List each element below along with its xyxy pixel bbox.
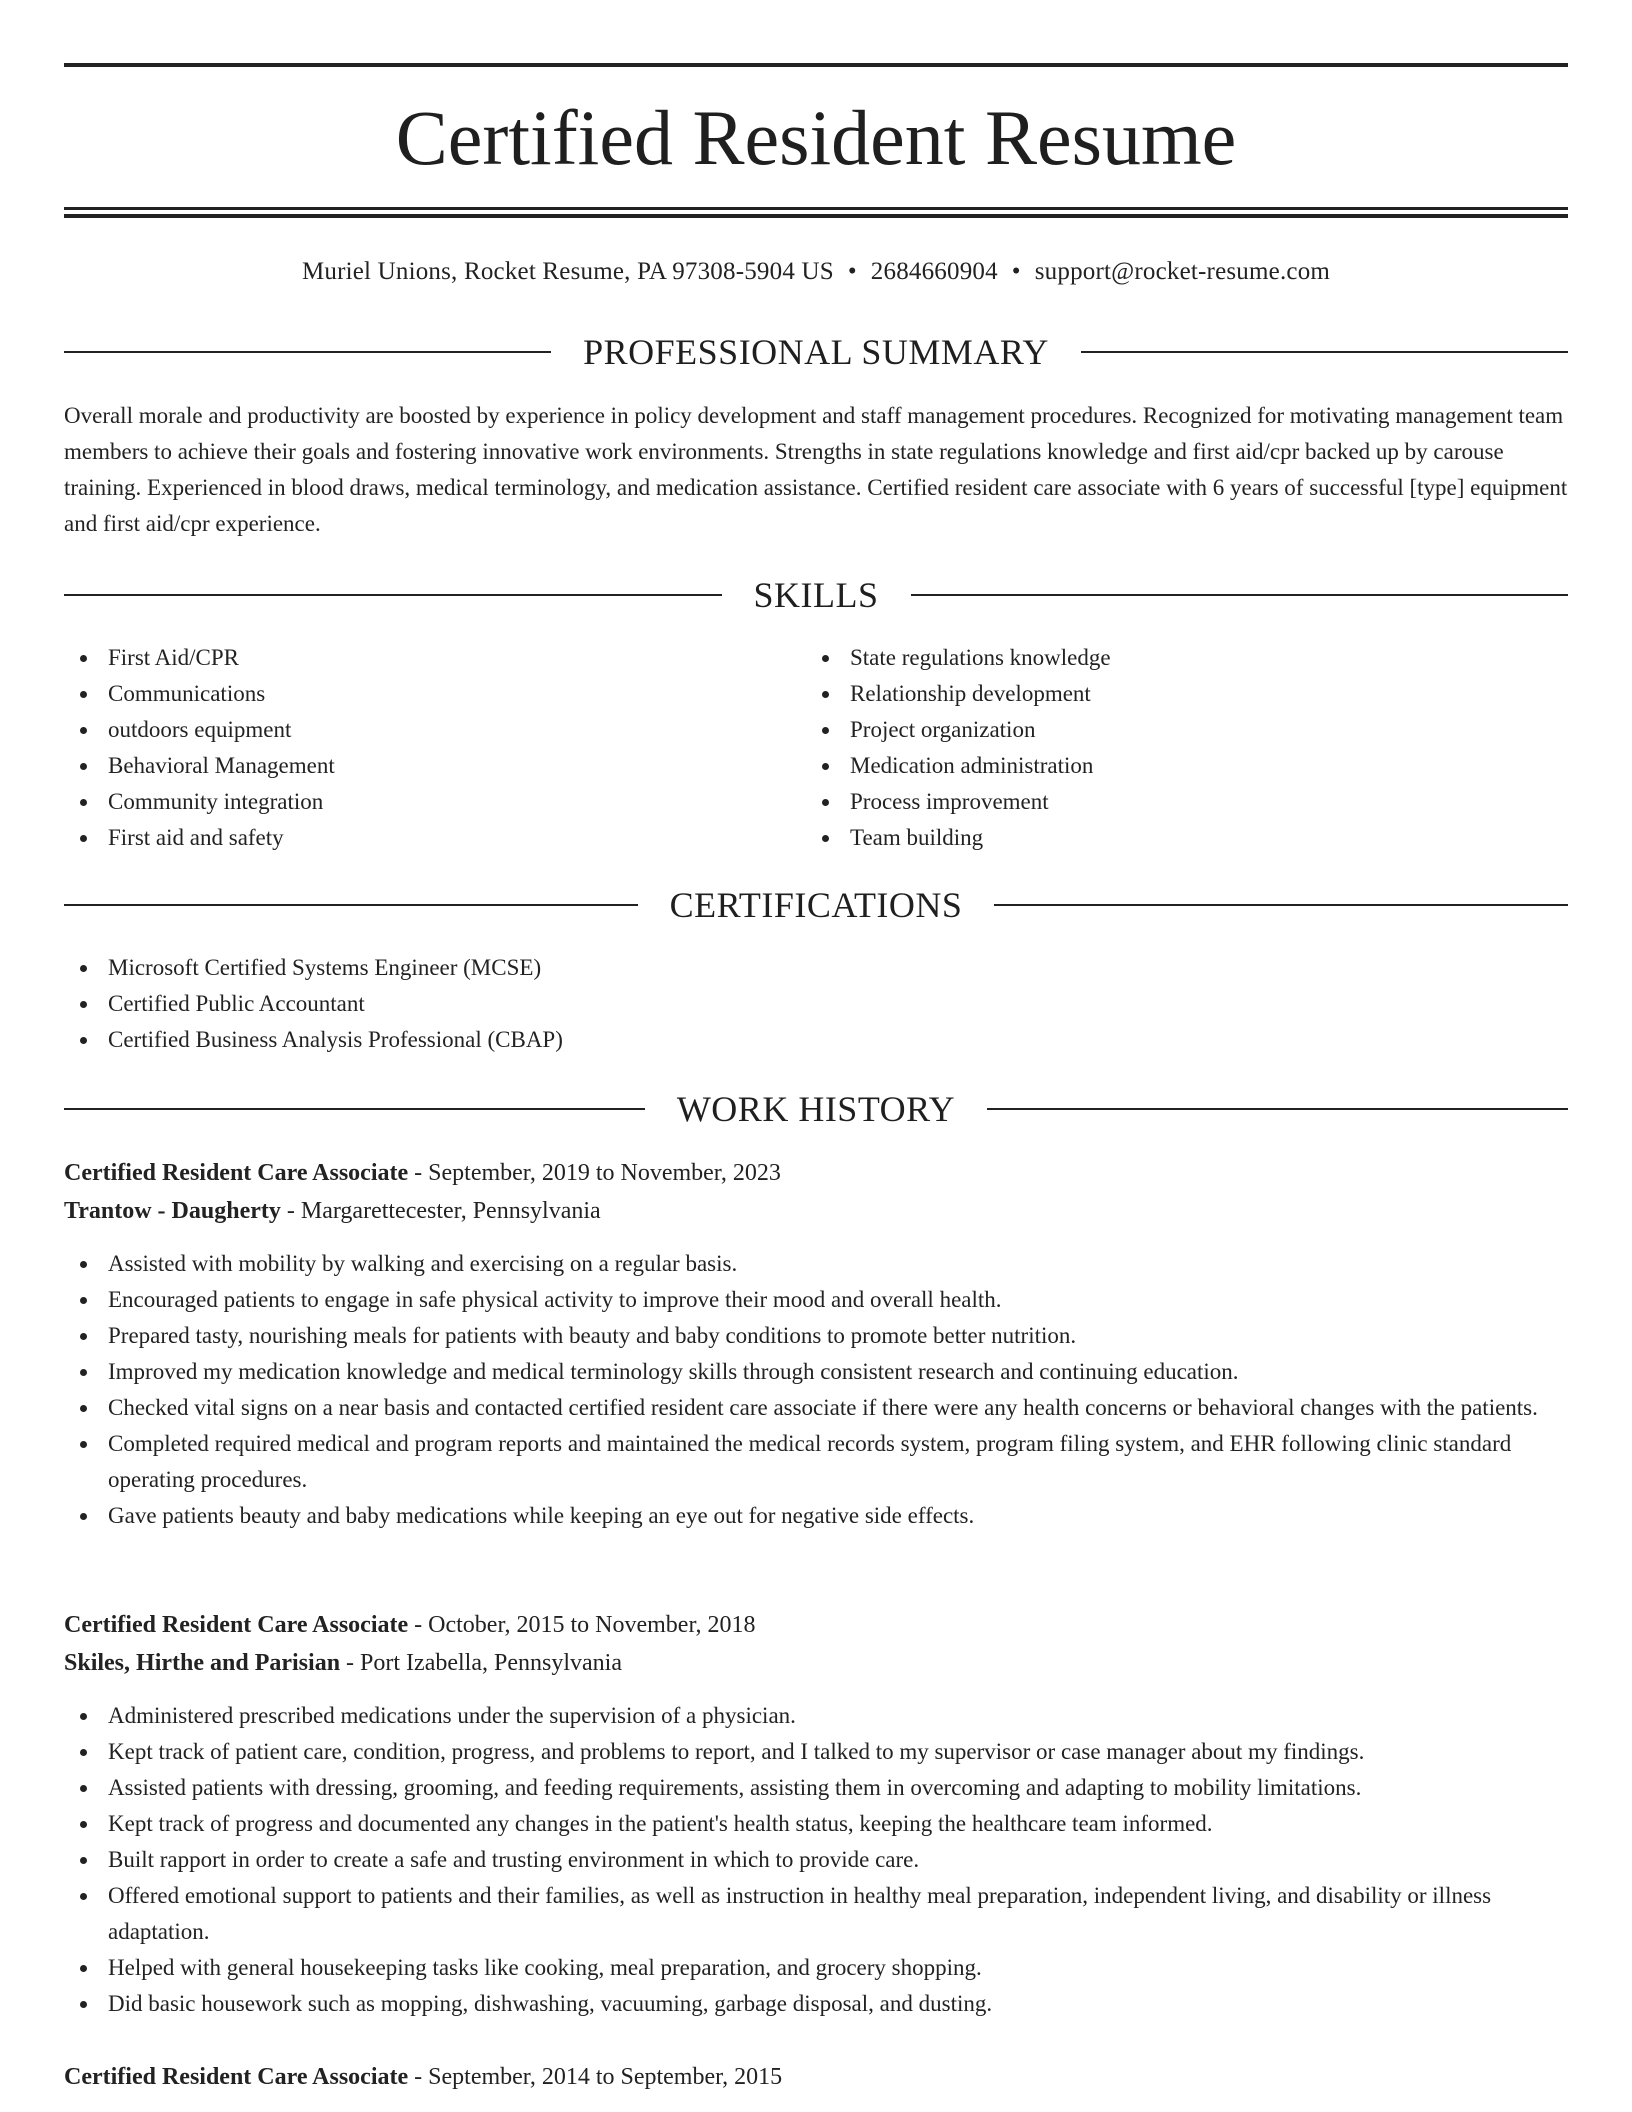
job-duty-item: Kept track of progress and documented any changes in the patient's health status, keeping the healthcare team informed. bbox=[64, 1806, 1568, 1842]
job-entry bbox=[64, 1154, 1568, 1534]
skill-item: Behavioral Management bbox=[64, 748, 764, 784]
skill-item: First aid and safety bbox=[64, 820, 764, 856]
section-heading-certifications bbox=[64, 883, 1568, 927]
job-duty-item: Prepared tasty, nourishing meals for patients with beauty and baby conditions to promote better nutrition. bbox=[64, 1318, 1568, 1354]
professional-summary-text: Overall morale and productivity are boosted by experience in policy development and staff management procedures. Recognized for motivating management team members to achieve their goals and fostering innovative work environments. Strengths in state regulations knowledge and first aid/cpr backed up by carouse training. Experienced in blood draws, medical terminology, and medication assistance. Certified resident care associate with 6 years of successful [type] equipment and first aid/cpr experience. bbox=[64, 403, 1568, 536]
job-title-line bbox=[64, 1154, 1568, 1192]
section-heading-skills bbox=[64, 573, 1568, 617]
job-dates: - September, 2014 to September, 2015 bbox=[408, 2064, 783, 2090]
heading-rule-left bbox=[64, 594, 722, 596]
job-title: Certified Resident Care Associate bbox=[64, 1612, 409, 1638]
job-location: - Port Izabella, Pennsylvania bbox=[340, 1650, 622, 1676]
skill-item: Team building bbox=[806, 820, 1506, 856]
skill-item: outdoors equipment bbox=[64, 712, 764, 748]
skill-item: Medication administration bbox=[806, 748, 1506, 784]
contact-phone: 2684660904 bbox=[870, 258, 998, 285]
job-company-line bbox=[64, 1192, 1568, 1230]
skills-list-right bbox=[806, 640, 1506, 856]
job-entry bbox=[64, 1606, 1568, 2022]
heading-rule-left bbox=[64, 351, 551, 353]
contact-address: Muriel Unions, Rocket Resume, PA 97308-5904 US bbox=[301, 258, 834, 285]
certification-item: Microsoft Certified Systems Engineer (MCSE) bbox=[64, 950, 1568, 986]
job-location: - Margarettecester, Pennsylvania bbox=[280, 1198, 601, 1224]
job-duty-item: Assisted with mobility by walking and exercising on a regular basis. bbox=[64, 1246, 1568, 1282]
job-duty-item: Assisted patients with dressing, grooming, and feeding requirements, assisting them in overcoming and adapting to mobility limitations. bbox=[64, 1770, 1568, 1806]
skill-item: Process improvement bbox=[806, 784, 1506, 820]
skill-item: Communications bbox=[64, 676, 764, 712]
job-duty-item: Built rapport in order to create a safe and trusting environment in which to provide care. bbox=[64, 1842, 1568, 1878]
job-duties-list bbox=[64, 1246, 1568, 1534]
job-dates: - September, 2019 to November, 2023 bbox=[408, 1160, 781, 1186]
skill-item: First Aid/CPR bbox=[64, 640, 764, 676]
section-heading-work-history bbox=[64, 1087, 1568, 1131]
job-duty-item: Kept track of patient care, condition, progress, and problems to report, and I talked to my supervisor or case manager about my findings. bbox=[64, 1734, 1568, 1770]
job-entry bbox=[64, 2058, 1568, 2096]
certification-item: Certified Business Analysis Professional (CBAP) bbox=[64, 1022, 1568, 1058]
heading-rule-left bbox=[64, 1108, 645, 1110]
section-title: PROFESSIONAL SUMMARY bbox=[583, 332, 1049, 372]
job-duty-item: Encouraged patients to engage in safe physical activity to improve their mood and overall health. bbox=[64, 1282, 1568, 1318]
skill-item: Community integration bbox=[64, 784, 764, 820]
heading-rule-right bbox=[911, 594, 1569, 596]
job-duties-list bbox=[64, 1698, 1568, 2022]
job-duty-item: Offered emotional support to patients and their families, as well as instruction in healthy meal preparation, independent living, and disability or illness adaptation. bbox=[64, 1878, 1568, 1950]
job-duty-item: Completed required medical and program reports and maintained the medical records system, program filing system, and EHR following clinic standard operating procedures. bbox=[64, 1426, 1568, 1498]
job-duty-item: Checked vital signs on a near basis and contacted certified resident care associate if there were any health concerns or behavioral changes with the patients. bbox=[64, 1390, 1568, 1426]
skill-item: Project organization bbox=[806, 712, 1506, 748]
job-duty-item: Did basic housework such as mopping, dishwashing, vacuuming, garbage disposal, and dusting. bbox=[64, 1986, 1568, 2022]
job-company: Trantow - Daugherty bbox=[64, 1198, 281, 1224]
heading-rule-right bbox=[994, 904, 1568, 906]
job-duty-item: Helped with general housekeeping tasks like cooking, meal preparation, and grocery shopping. bbox=[64, 1950, 1568, 1986]
job-company: Skiles, Hirthe and Parisian bbox=[64, 1650, 341, 1676]
job-title: Certified Resident Care Associate bbox=[64, 1160, 409, 1186]
heading-rule-right bbox=[987, 1108, 1568, 1110]
job-title-line bbox=[64, 1606, 1568, 1644]
job-dates: - October, 2015 to November, 2018 bbox=[408, 1612, 756, 1638]
section-heading-summary bbox=[64, 330, 1568, 374]
contact-line bbox=[64, 255, 1568, 289]
contact-separator: • bbox=[847, 258, 857, 285]
top-rule bbox=[64, 63, 1568, 67]
skill-item: State regulations knowledge bbox=[806, 640, 1506, 676]
job-company-line bbox=[64, 1644, 1568, 1682]
title-double-rule bbox=[64, 207, 1568, 218]
heading-rule-left bbox=[64, 904, 638, 906]
job-title-line bbox=[64, 2058, 1568, 2096]
skill-item: Relationship development bbox=[806, 676, 1506, 712]
job-duty-item: Administered prescribed medications under the supervision of a physician. bbox=[64, 1698, 1568, 1734]
section-title: WORK HISTORY bbox=[676, 1089, 956, 1129]
skills-list-left bbox=[64, 640, 764, 856]
heading-rule-right bbox=[1081, 351, 1568, 353]
resume-title: Certified Resident Resume bbox=[395, 94, 1237, 181]
section-title: SKILLS bbox=[753, 575, 879, 615]
contact-separator: • bbox=[1011, 258, 1021, 285]
contact-email: support@rocket-resume.com bbox=[1034, 258, 1331, 285]
section-title: CERTIFICATIONS bbox=[669, 885, 963, 925]
job-duty-item: Gave patients beauty and baby medications while keeping an eye out for negative side effects. bbox=[64, 1498, 1568, 1534]
job-title: Certified Resident Care Associate bbox=[64, 2064, 409, 2090]
certification-item: Certified Public Accountant bbox=[64, 986, 1568, 1022]
job-duty-item: Improved my medication knowledge and medical terminology skills through consistent research and continuing education. bbox=[64, 1354, 1568, 1390]
certifications-list bbox=[64, 950, 1568, 1058]
